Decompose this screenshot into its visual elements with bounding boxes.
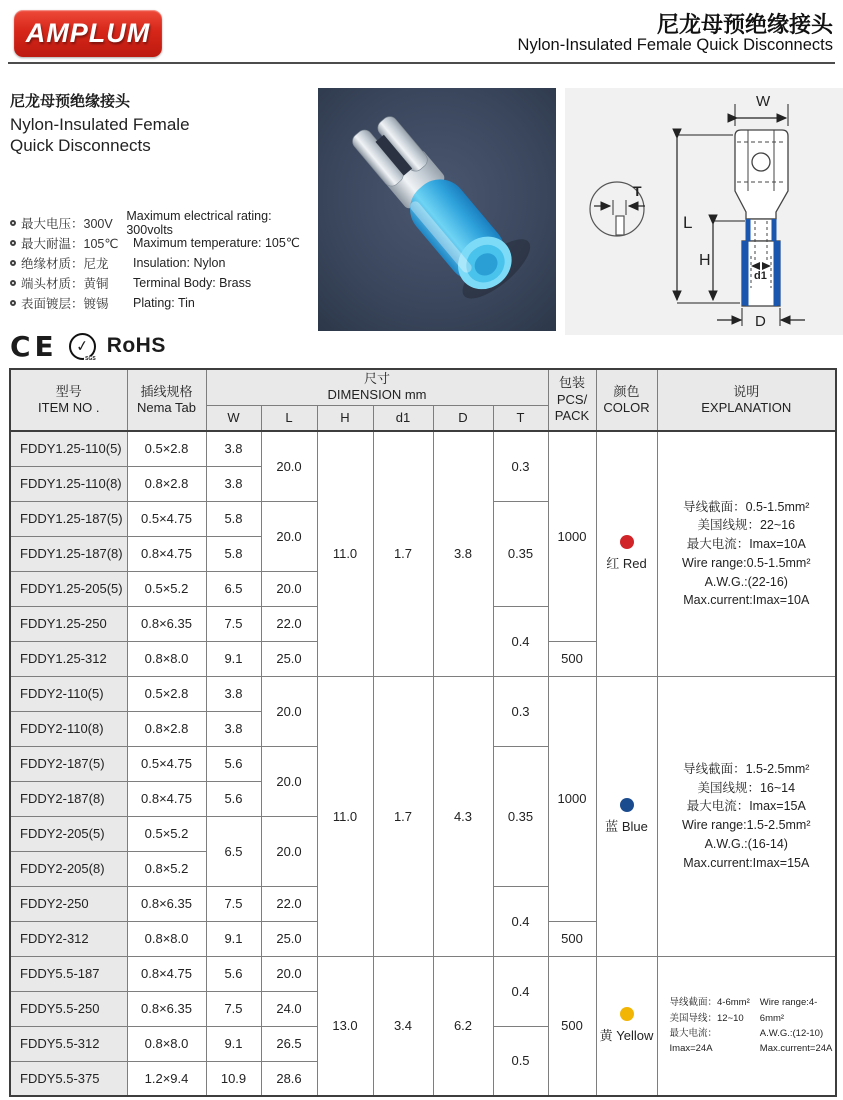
header-divider	[8, 62, 835, 64]
cell-item: FDDY1.25-187(5)	[10, 501, 127, 536]
cell-d1: 1.7	[373, 431, 433, 676]
spec-en: Maximum electrical rating: 300volts	[126, 208, 272, 237]
product-title-en-line1: Nylon-Insulated Female	[10, 115, 190, 134]
cell-l: 22.0	[261, 886, 317, 921]
cell-pack: 500	[548, 921, 596, 956]
bullet-icon	[10, 300, 16, 306]
table-row	[10, 676, 836, 711]
color-dot-red	[620, 535, 634, 549]
logo-text: AMPLUM	[25, 18, 151, 48]
spec-en: Maximum temperature: 105℃	[133, 236, 300, 250]
spec-zh: 最大耐温：105℃	[21, 236, 119, 251]
cell-t: 0.35	[493, 746, 548, 886]
cell-w: 7.5	[206, 886, 261, 921]
color-label: 黄 Yellow	[599, 1028, 654, 1044]
cell-d: 4.3	[433, 676, 493, 956]
product-photo	[318, 88, 556, 331]
cell-tab: 0.5×2.8	[127, 431, 206, 466]
cell-t: 0.3	[493, 676, 548, 746]
col-header-explanation: 说明 EXPLANATION	[657, 369, 836, 431]
bullet-icon	[10, 280, 16, 286]
cell-l: 20.0	[261, 501, 317, 571]
cell-tab: 0.8×8.0	[127, 921, 206, 956]
cell-w: 5.6	[206, 781, 261, 816]
cell-t: 0.3	[493, 431, 548, 501]
explanation-left: 导线截面：4-6mm² 美国导线：12~10 最大电流：Imax=24A	[669, 997, 750, 1054]
col-header-color: 颜色 COLOR	[596, 369, 657, 431]
cell-w: 3.8	[206, 711, 261, 746]
cell-item: FDDY2-187(8)	[10, 781, 127, 816]
cell-d: 6.2	[433, 956, 493, 1096]
cell-tab: 0.8×4.75	[127, 781, 206, 816]
col-header-pack: 包装 PCS/ PACK	[548, 369, 596, 431]
cell-w: 5.8	[206, 501, 261, 536]
dim-label-l: L	[683, 213, 693, 232]
cell-w: 6.5	[206, 571, 261, 606]
cell-l: 24.0	[261, 991, 317, 1026]
cell-explanation	[657, 956, 836, 1096]
cell-d1: 3.4	[373, 956, 433, 1096]
cell-item: FDDY2-205(5)	[10, 816, 127, 851]
cell-t: 0.4	[493, 606, 548, 676]
cell-item: FDDY1.25-110(8)	[10, 466, 127, 501]
cell-w: 9.1	[206, 641, 261, 676]
col-header-item: 型号 ITEM NO .	[10, 369, 127, 431]
cell-l: 25.0	[261, 641, 317, 676]
col-header-w: W	[206, 405, 261, 431]
col-header-l: L	[261, 405, 317, 431]
certifications	[10, 330, 310, 363]
cell-l: 26.5	[261, 1026, 317, 1061]
cell-d1: 1.7	[373, 676, 433, 956]
cell-l: 20.0	[261, 816, 317, 886]
cell-w: 10.9	[206, 1061, 261, 1096]
cell-w: 3.8	[206, 466, 261, 501]
cell-item: FDDY5.5-187	[10, 956, 127, 991]
cell-l: 20.0	[261, 956, 317, 991]
spec-zh: 表面镀层：镀锡	[21, 296, 109, 311]
spec-en: Plating: Tin	[133, 295, 195, 310]
cell-pack: 500	[548, 956, 596, 1096]
bullet-icon	[10, 240, 16, 246]
spec-zh: 绝缘材质：尼龙	[21, 256, 109, 271]
cell-w: 9.1	[206, 1026, 261, 1061]
cell-explanation: 导线截面：1.5-2.5mm² 美国线规：16~14 最大电流：Imax=15A Wire range:1.5-2.5mm² A.W.G.:(16-14) Max.current:Imax=15A	[657, 676, 836, 956]
cell-item: FDDY2-187(5)	[10, 746, 127, 781]
cell-h: 13.0	[317, 956, 373, 1096]
ce-mark-icon: CE	[10, 329, 58, 363]
cell-color	[596, 431, 657, 676]
cell-tab: 0.8×4.75	[127, 956, 206, 991]
explanation-right: Wire range:4-6mm² A.W.G.:(12-10) Max.current=24A	[759, 997, 833, 1054]
amplum-logo	[14, 10, 162, 57]
cell-item: FDDY2-205(8)	[10, 851, 127, 886]
product-title-zh: 尼龙母预绝缘接头	[10, 93, 131, 110]
cell-tab: 0.8×2.8	[127, 711, 206, 746]
cell-tab: 0.8×8.0	[127, 641, 206, 676]
col-header-h: H	[317, 405, 373, 431]
spec-row	[10, 253, 310, 273]
cell-item: FDDY2-110(8)	[10, 711, 127, 746]
spec-en: Terminal Body: Brass	[133, 275, 252, 290]
check-icon: ✓	[74, 337, 90, 356]
cell-w: 5.8	[206, 536, 261, 571]
col-header-tab: 插线规格 Nema Tab	[127, 369, 206, 431]
cell-w: 9.1	[206, 921, 261, 956]
cell-w: 6.5	[206, 816, 261, 886]
cell-t: 0.4	[493, 886, 548, 956]
cell-l: 20.0	[261, 676, 317, 746]
cell-item: FDDY2-312	[10, 921, 127, 956]
cell-item: FDDY5.5-312	[10, 1026, 127, 1061]
cell-color	[596, 956, 657, 1096]
cell-item: FDDY1.25-205(5)	[10, 571, 127, 606]
bullet-icon	[10, 260, 16, 266]
spec-list	[10, 208, 310, 313]
cell-item: FDDY1.25-187(8)	[10, 536, 127, 571]
cell-item: FDDY2-250	[10, 886, 127, 921]
cell-l: 20.0	[261, 431, 317, 501]
spec-zh: 端头材质：黄铜	[21, 276, 109, 291]
cell-w: 3.8	[206, 676, 261, 711]
spec-row	[10, 208, 310, 237]
dimension-diagram	[565, 88, 843, 335]
cell-tab: 0.8×5.2	[127, 851, 206, 886]
col-header-d1: d1	[373, 405, 433, 431]
cell-d: 3.8	[433, 431, 493, 676]
cell-tab: 0.8×2.8	[127, 466, 206, 501]
cell-item: FDDY1.25-312	[10, 641, 127, 676]
product-title-en	[10, 114, 310, 157]
col-header-d: D	[433, 405, 493, 431]
spec-row	[10, 293, 310, 313]
cell-tab: 0.8×6.35	[127, 886, 206, 921]
dim-label-d1: d1	[754, 270, 767, 282]
cell-pack: 500	[548, 641, 596, 676]
col-header-t: T	[493, 405, 548, 431]
dim-label-h: H	[699, 252, 711, 269]
cell-h: 11.0	[317, 431, 373, 676]
sgs-label: SGS	[85, 355, 96, 362]
table-row	[10, 956, 836, 991]
cell-l: 20.0	[261, 746, 317, 816]
cell-pack: 1000	[548, 431, 596, 641]
cell-t: 0.35	[493, 501, 548, 606]
cell-w: 5.6	[206, 746, 261, 781]
spec-row	[10, 233, 310, 253]
cell-w: 7.5	[206, 991, 261, 1026]
color-label: 蓝 Blue	[605, 818, 648, 834]
product-title-en-line2: Quick Disconnects	[10, 136, 151, 156]
spec-table	[9, 368, 837, 1097]
cell-item: FDDY1.25-110(5)	[10, 431, 127, 466]
cell-tab: 1.2×9.4	[127, 1061, 206, 1096]
spec-zh: 最大电压：300V	[21, 216, 113, 231]
cell-l: 25.0	[261, 921, 317, 956]
page-title-en: Nylon-Insulated Female Quick Disconnects	[517, 36, 833, 54]
cell-l: 20.0	[261, 571, 317, 606]
cell-h: 11.0	[317, 676, 373, 956]
cell-t: 0.4	[493, 956, 548, 1026]
table-row	[10, 431, 836, 466]
cell-color	[596, 676, 657, 956]
color-label: 红 Red	[606, 556, 647, 572]
cell-pack: 1000	[548, 676, 596, 921]
cell-tab: 0.8×8.0	[127, 1026, 206, 1061]
bullet-icon	[10, 220, 16, 226]
cell-tab: 0.5×4.75	[127, 746, 206, 781]
cell-tab: 0.8×6.35	[127, 991, 206, 1026]
color-dot-blue	[620, 798, 634, 812]
cell-l: 22.0	[261, 606, 317, 641]
cell-tab: 0.5×4.75	[127, 501, 206, 536]
rohs-mark: RoHS	[106, 334, 166, 357]
col-header-dimension: 尺寸 DIMENSION mm	[206, 369, 548, 405]
cell-l: 28.6	[261, 1061, 317, 1096]
cell-tab: 0.5×5.2	[127, 571, 206, 606]
cell-w: 3.8	[206, 431, 261, 466]
dim-label-t: T	[633, 183, 642, 199]
sgs-certification-icon	[69, 333, 96, 360]
spec-row	[10, 273, 310, 293]
color-dot-yellow	[620, 1007, 634, 1021]
cell-tab: 0.8×4.75	[127, 536, 206, 571]
dim-label-d: D	[755, 313, 766, 330]
cell-tab: 0.5×5.2	[127, 816, 206, 851]
dim-label-w: W	[756, 93, 771, 110]
cell-explanation: 导线截面：0.5-1.5mm² 美国线规：22~16 最大电流：Imax=10A Wire range:0.5-1.5mm² A.W.G.:(22-16) Max.current:Imax=10A	[657, 431, 836, 676]
cell-item: FDDY5.5-375	[10, 1061, 127, 1096]
product-intro	[10, 90, 310, 363]
cell-tab: 0.8×6.35	[127, 606, 206, 641]
cell-w: 7.5	[206, 606, 261, 641]
spec-en: Insulation: Nylon	[133, 255, 226, 270]
cell-item: FDDY2-110(5)	[10, 676, 127, 711]
cell-tab: 0.5×2.8	[127, 676, 206, 711]
cell-item: FDDY5.5-250	[10, 991, 127, 1026]
cell-item: FDDY1.25-250	[10, 606, 127, 641]
cell-t: 0.5	[493, 1026, 548, 1096]
page-title-zh: 尼龙母预绝缘接头	[656, 12, 833, 37]
cell-w: 5.6	[206, 956, 261, 991]
